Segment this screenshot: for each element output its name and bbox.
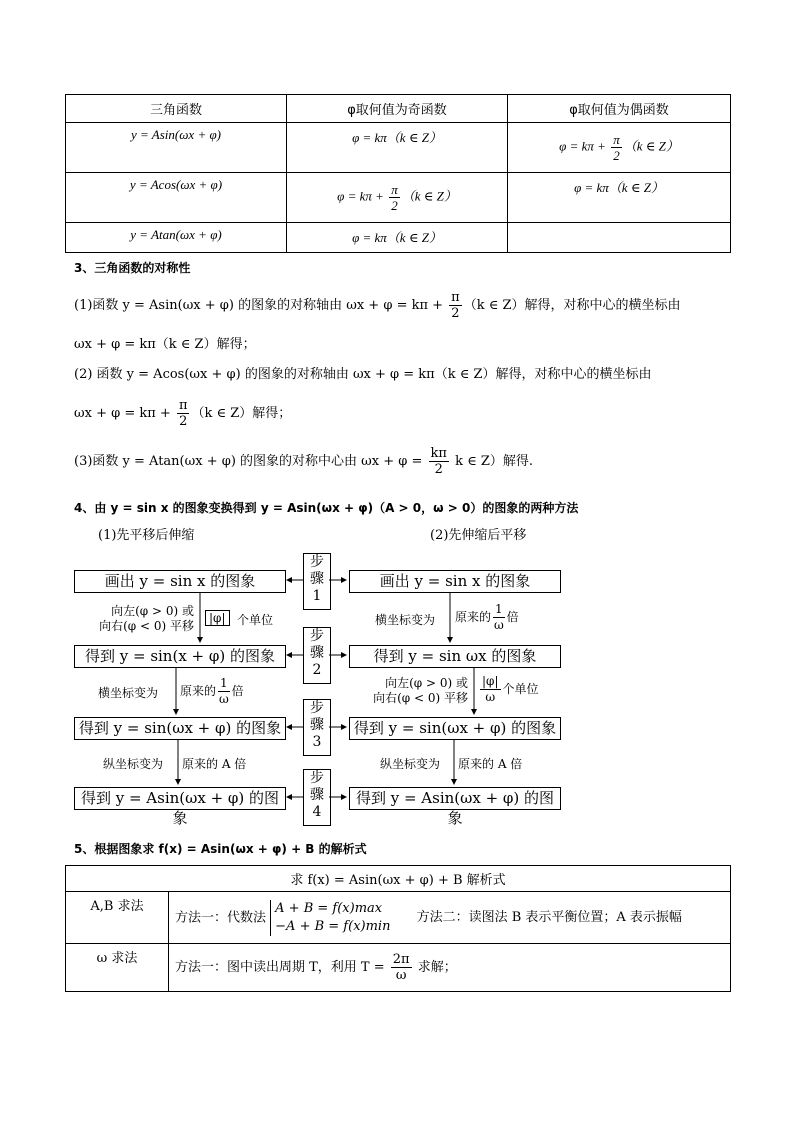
fraction-denominator: ω [395,968,407,983]
fraction [391,952,412,983]
label-text: 向右(φ < 0) 平移 [99,619,194,633]
paragraph-text: k ∈ Z）解得. [450,454,534,469]
func-cell: y = Acos(ωx + φ) [66,173,287,223]
label-text: 倍 [231,684,244,698]
left-vertical-label-a: 纵坐标变为 [103,757,164,771]
paragraph-text: ωx + φ = kπ + [74,406,175,421]
paragraph-text: （k ∈ Z）解得，对称中心的横坐标由 [463,298,681,313]
odd-cell: φ = kπ（k ∈ Z） [287,223,508,253]
left-shift-unit: 个单位 [237,613,274,627]
fraction-numerator: π [613,132,620,147]
method-text: 求解； [413,960,457,975]
step-char: 骤 [310,645,324,661]
step-number: 4 [312,804,322,820]
left-stretch-label-a: 横坐标变为 [98,686,159,700]
step-number: 2 [312,662,322,678]
step-char: 骤 [310,571,324,587]
section-3-heading: 3、三角函数的对称性 [74,261,191,275]
cell-text: φ = kπ + [559,138,610,154]
func-cell: y = Atan(ωx + φ) [66,223,287,253]
equation: −A + B = f(x)min [275,918,391,934]
paragraph-text: （k ∈ Z）解得； [191,406,292,421]
right-vertical-label-a: 纵坐标变为 [380,757,441,771]
method-text: 方法一：代数法 [175,910,267,925]
fraction-numerator: kπ [430,446,447,461]
row-label: ω 求法 [66,944,169,992]
left-box-4: 得到 y = Asin(ωx + φ) 的图象 [74,787,286,810]
equation: A + B = f(x)max [275,900,383,916]
cell-text: （k ∈ Z） [623,138,679,154]
method-1-title: (1)先平移后伸缩 [98,528,195,543]
fraction-numerator: 1 [495,602,503,616]
even-cell: φ = kπ（k ∈ Z） [508,173,731,223]
step-char: 步 [310,554,324,570]
resolve-title: 求 f(x) = Asin(ωx + φ) + B 解析式 [66,866,731,892]
step-char: 步 [310,770,324,786]
header-cell: φ取何值为奇函数 [287,95,508,123]
fraction-numerator: π [391,182,398,197]
right-shift-amount [478,674,539,705]
cell-text: （k ∈ Z） [401,188,457,204]
label-text: 向右(φ < 0) 平移 [373,691,468,705]
step-char: 骤 [310,787,324,803]
right-box-1: 画出 y = sin x 的图象 [349,570,561,593]
table-row [66,944,731,992]
step-char: 步 [310,628,324,644]
label-text: 向左(φ > 0) 或 [111,604,194,618]
method-2-title: (2)先伸缩后平移 [430,528,527,543]
step-char: 骤 [310,717,324,733]
header-cell: φ取何值为偶函数 [508,95,731,123]
right-vertical-label-b: 原来的 A 倍 [458,757,523,771]
label-text: 倍 [506,610,519,624]
equation-system [270,900,390,936]
symmetry-paragraph-1-cont: ωx + φ = kπ（k ∈ Z）解得； [74,337,256,352]
right-stretch-label-a: 横坐标变为 [375,613,436,627]
fraction-denominator: ω [218,692,229,706]
fraction-numerator: 2π [392,952,410,967]
right-stretch-label-b [455,602,519,633]
step-number: 1 [312,588,322,604]
right-box-4: 得到 y = Asin(ωx + φ) 的图象 [349,787,561,810]
step-number: 3 [312,734,322,750]
fraction [493,602,505,633]
left-box-1: 画出 y = sin x 的图象 [74,570,286,593]
fraction-denominator: 2 [179,414,188,429]
right-box-3: 得到 y = sin(ωx + φ) 的图象 [349,717,561,740]
cell-text: φ = kπ + [337,188,388,204]
left-shift-label [78,604,194,634]
fraction-denominator: 2 [613,148,620,163]
odd-cell: φ = kπ（k ∈ Z） [287,123,508,173]
table-header-row [66,866,731,892]
right-shift-label [350,676,468,706]
method-text: 方法一：图中读出周期 T，利用 T = [175,960,389,975]
fraction-numerator: |φ| [482,674,499,688]
fraction-numerator: 1 [220,676,228,690]
fraction [480,674,501,705]
row-content [169,892,731,944]
header-cell: 三角函数 [66,95,287,123]
fraction-denominator: 2 [451,306,460,321]
label-text: 向左(φ > 0) 或 [385,676,468,690]
paragraph-text: (1)函数 y = Asin(ωx + φ) 的图象的对称轴由 ωx + φ = kπ + [74,298,448,313]
left-box-2: 得到 y = sin(x + φ) 的图象 [74,645,286,668]
fraction-denominator: ω [485,690,496,704]
section-4-heading: 4、由 y = sin x 的图象变换得到 y = Asin(ωx + φ)（A > 0，ω > 0）的图象的两种方法 [74,501,579,515]
label-text: 原来的 [180,684,217,698]
section-5-heading: 5、根据图象求 f(x) = Asin(ωx + φ) + B 的解析式 [74,842,367,856]
fraction-numerator: π [178,398,188,413]
label-text: 个单位 [502,682,539,696]
left-stretch-label-b [180,676,244,707]
symmetry-paragraph-2: (2) 函数 y = Acos(ωx + φ) 的图象的对称轴由 ωx + φ = kπ（k ∈ Z）解得，对称中心的横坐标由 [74,367,652,382]
right-box-2: 得到 y = sin ωx 的图象 [349,645,561,668]
left-vertical-label-b: 原来的 A 倍 [182,757,247,771]
row-content [169,944,731,992]
table-row [66,892,731,944]
fraction-denominator: ω [493,618,504,632]
fraction-numerator: π [451,290,460,305]
fraction-denominator: 2 [434,462,443,477]
fraction [218,676,230,707]
label-text: 原来的 [455,610,492,624]
resolve-table [65,865,731,992]
fraction-denominator: 2 [391,198,398,213]
func-cell: y = Asin(ωx + φ) [66,123,287,173]
left-box-3: 得到 y = sin(ωx + φ) 的图象 [74,717,286,740]
step-char: 步 [310,700,324,716]
method-text: 方法二：读图法 B 表示平衡位置；A 表示振幅 [416,910,682,925]
row-label: A,B 求法 [66,892,169,944]
left-shift-amount: |φ| [205,610,230,626]
paragraph-text: (3)函数 y = Atan(ωx + φ) 的图象的对称中心由 ωx + φ = [74,454,427,469]
